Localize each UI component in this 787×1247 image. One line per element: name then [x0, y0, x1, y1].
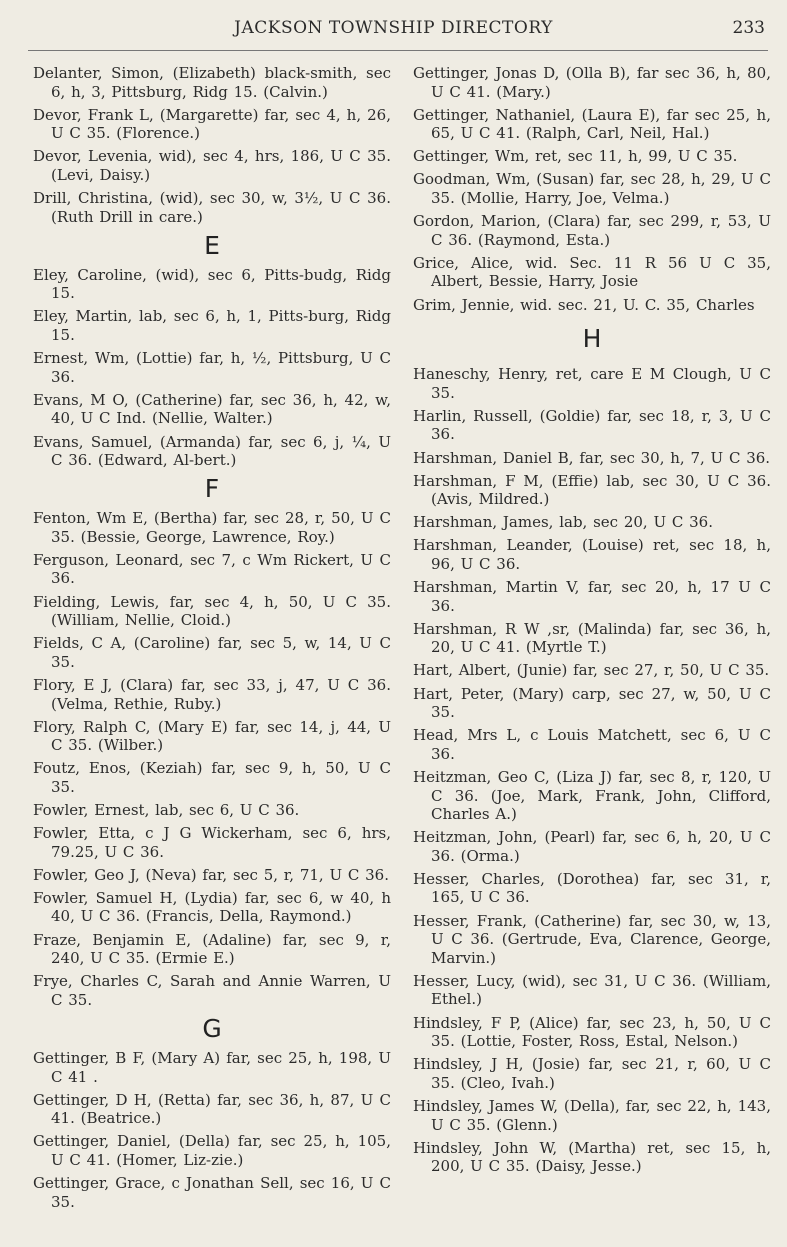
- page-title: JACKSON TOWNSHIP DIRECTORY: [234, 18, 553, 38]
- directory-entry: Flory, E J, (Clara) far, sec 33, j, 47, U C 36. (Velma, Rethie, Ruby.): [33, 675, 391, 713]
- directory-entry: Fowler, Ernest, lab, sec 6, U C 36.: [33, 801, 300, 819]
- directory-entry: Grim, Jennie, wid. sec. 21, U. C. 35, Charles: [413, 295, 755, 314]
- section-h-entries: [413, 365, 771, 1176]
- header-divider: [28, 50, 768, 51]
- directory-entry: Fowler, Etta, c J G Wickerham, sec 6, hrs, 79.25, U C 36.: [33, 824, 391, 861]
- directory-entry: Hesser, Lucy, (wid), sec 31, U C 36. (William, Ethel.): [413, 971, 771, 1009]
- directory-entry: Eley, Martin, lab, sec 6, h, 1, Pitts-burg, Ridg 15.: [33, 307, 391, 345]
- directory-entry: Hindsley, J H, (Josie) far, sec 21, r, 60, U C 35. (Cleo, Ivah.): [413, 1055, 771, 1092]
- left-column: [33, 64, 391, 1216]
- directory-entry: Harshman, Martin V, far, sec 20, h, 17 U C 36.: [413, 578, 771, 615]
- directory-entry: Foutz, Enos, (Keziah) far, sec 9, h, 50, U C 35.: [33, 759, 391, 796]
- directory-entry: Haneschy, Henry, ret, care E M Clough, U C 35.: [413, 365, 771, 402]
- directory-entry: Hindsley, John W, (Martha) ret, sec 15, h, 200, U C 35. (Daisy, Jesse.): [413, 1138, 771, 1176]
- directory-entry: Ernest, Wm, (Lottie) far, h, ½, Pittsburg, U C 36.: [33, 349, 391, 386]
- directory-entry: Harshman, Leander, (Louise) ret, sec 18, h, 96, U C 36.: [413, 536, 771, 573]
- directory-entry: Hindsley, James W, (Della), far, sec 22, h, 143, U C 35. (Glenn.): [413, 1096, 771, 1134]
- section-heading-h: H: [582, 324, 602, 354]
- section-e-entries: [33, 266, 391, 470]
- directory-entry: Hesser, Charles, (Dorothea) far, sec 31, r, 165, U C 36.: [413, 869, 771, 907]
- directory-entry: Delanter, Simon, (Elizabeth) black-smith, sec 6, h, 3, Pittsburg, Ridg 15. (Calvin.): [33, 64, 391, 101]
- section-f-entries: [33, 509, 391, 1009]
- directory-entry: Drill, Christina, (wid), sec 30, w, 3½, U C 36. (Ruth Drill in care.): [33, 189, 391, 226]
- directory-entry: Grice, Alice, wid. Sec. 11 R 56 U C 35, Albert, Bessie, Harry, Josie: [413, 253, 771, 291]
- directory-entry: Heitzman, John, (Pearl) far, sec 6, h, 20, U C 36. (Orma.): [413, 828, 771, 865]
- directory-entry: Hart, Albert, (Junie) far, sec 27, r, 50, U C 35.: [413, 661, 770, 680]
- section-g-continued-entries: [413, 64, 771, 314]
- page-header: [0, 18, 787, 48]
- page-number: 233: [732, 18, 765, 38]
- directory-entry: Fenton, Wm E, (Bertha) far, sec 28, r, 50, U C 35. (Bessie, George, Lawrence, Roy.): [33, 509, 391, 546]
- section-heading-f: F: [204, 474, 220, 504]
- section-heading-g: G: [202, 1013, 222, 1043]
- section-d-entries: [33, 64, 391, 226]
- right-column: [413, 64, 771, 1180]
- directory-entry: Ferguson, Leonard, sec 7, c Wm Rickert, U C 36.: [33, 550, 391, 588]
- directory-entry: Flory, Ralph C, (Mary E) far, sec 14, j, 44, U C 35. (Wilber.): [33, 717, 391, 755]
- directory-entry: Fowler, Geo J, (Neva) far, sec 5, r, 71, U C 36.: [33, 865, 389, 884]
- directory-entry: Gettinger, Wm, ret, sec 11, h, 99, U C 35.: [413, 147, 738, 166]
- directory-entry: Harlin, Russell, (Goldie) far, sec 18, r, 3, U C 36.: [413, 406, 771, 444]
- directory-entry: Hesser, Frank, (Catherine) far, sec 30, w, 13, U C 36. (Gertrude, Eva, Clarence, George, Marvin.): [413, 911, 771, 967]
- directory-entry: Evans, Samuel, (Armanda) far, sec 6, j, ¼, U C 36. (Edward, Al-bert.): [33, 432, 391, 470]
- directory-entry: Gettinger, D H, (Retta) far, sec 36, h, 87, U C 41. (Beatrice.): [33, 1090, 391, 1128]
- directory-entry: Fowler, Samuel H, (Lydia) far, sec 6, w 40, h 40, U C 36. (Francis, Della, Raymond.): [33, 888, 391, 926]
- directory-entry: Gettinger, Daniel, (Della) far, sec 25, h, 105, U C 41. (Homer, Liz-zie.): [33, 1132, 391, 1169]
- directory-entry: Harshman, R W ,sr, (Malinda) far, sec 36, h, 20, U C 41. (Myrtle T.): [413, 619, 771, 657]
- directory-entry: Eley, Caroline, (wid), sec 6, Pitts-budg, Ridg 15.: [33, 265, 391, 303]
- directory-entry: Devor, Frank L, (Margarette) far, sec 4, h, 26, U C 35. (Florence.): [33, 105, 391, 143]
- directory-entry: Fraze, Benjamin E, (Adaline) far, sec 9, r, 240, U C 35. (Ermie E.): [33, 930, 391, 968]
- directory-entry: Goodman, Wm, (Susan) far, sec 28, h, 29, U C 35. (Mollie, Harry, Joe, Velma.): [413, 170, 771, 208]
- section-heading-e: E: [204, 230, 220, 260]
- directory-entry: Hindsley, F P, (Alice) far, sec 23, h, 50, U C 35. (Lottie, Foster, Ross, Estal, Nelson.): [413, 1013, 771, 1051]
- directory-entry: Devor, Levenia, wid), sec 4, hrs, 186, U C 35. (Levi, Daisy.): [33, 147, 391, 184]
- directory-entry: Harshman, F M, (Effie) lab, sec 30, U C 36. (Avis, Mildred.): [413, 471, 771, 509]
- directory-entry: Gettinger, Grace, c Jonathan Sell, sec 16, U C 35.: [33, 1174, 391, 1211]
- directory-entry: Evans, M O, (Catherine) far, sec 36, h, 42, w, 40, U C Ind. (Nellie, Walter.): [33, 390, 391, 428]
- directory-entry: Gettinger, Jonas D, (Olla B), far sec 36, h, 80, U C 41. (Mary.): [413, 64, 771, 101]
- directory-entry: Gettinger, Nathaniel, (Laura E), far sec 25, h, 65, U C 41. (Ralph, Carl, Neil, Hal.): [413, 105, 771, 143]
- section-g-entries: [33, 1049, 391, 1211]
- directory-entry: Harshman, Daniel B, far, sec 30, h, 7, U C 36.: [413, 448, 771, 467]
- directory-entry: Gordon, Marion, (Clara) far, sec 299, r, 53, U C 36. (Raymond, Esta.): [413, 212, 771, 249]
- directory-entry: Hart, Peter, (Mary) carp, sec 27, w, 50, U C 35.: [413, 684, 771, 722]
- directory-entry: Heitzman, Geo C, (Liza J) far, sec 8, r, 120, U C 36. (Joe, Mark, Frank, John, Clifford, Charles A.): [413, 767, 771, 824]
- directory-entry: Frye, Charles C, Sarah and Annie Warren, U C 35.: [33, 972, 391, 1009]
- directory-entry: Head, Mrs L, c Louis Matchett, sec 6, U C 36.: [413, 726, 771, 763]
- directory-entry: Fielding, Lewis, far, sec 4, h, 50, U C 35. (William, Nellie, Cloid.): [33, 592, 391, 630]
- directory-entry: Harshman, James, lab, sec 20, U C 36.: [413, 513, 713, 532]
- directory-entry: Gettinger, B F, (Mary A) far, sec 25, h, 198, U C 41 .: [33, 1048, 391, 1086]
- directory-entry: Fields, C A, (Caroline) far, sec 5, w, 14, U C 35.: [33, 634, 391, 671]
